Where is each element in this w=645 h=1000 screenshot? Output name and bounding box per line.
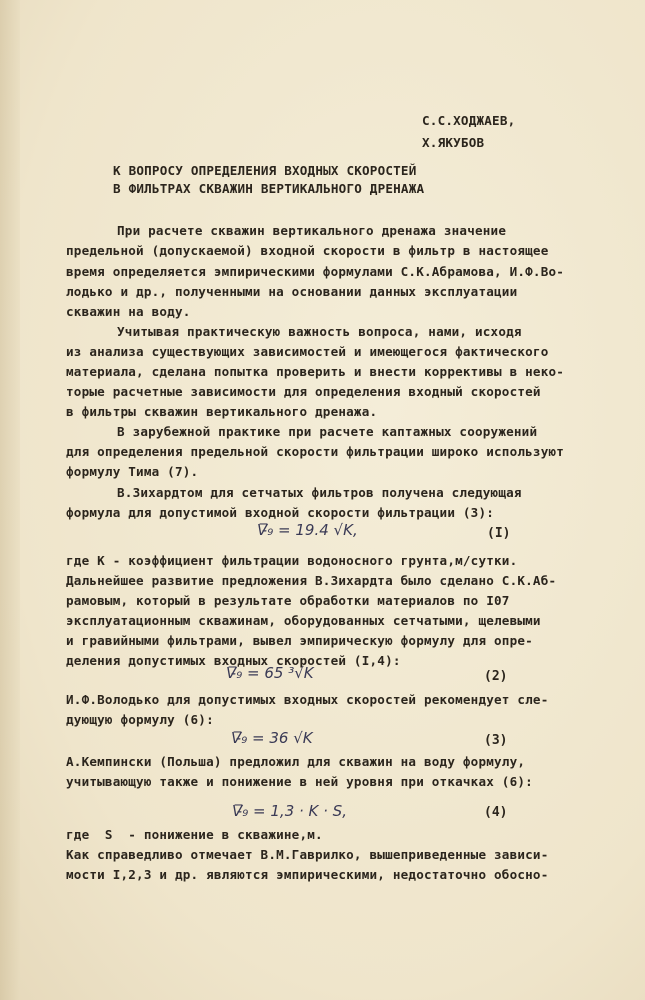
- text-line: Как справедливо отмечает В.М.Гаврилко, вышеприведенные зависи-: [66, 847, 549, 862]
- text-line: В.Зихардтом для сетчатых фильтров получена следующая: [117, 485, 522, 500]
- text-line: скважин на воду.: [66, 304, 191, 319]
- text-line: деления допустимых входных скоростей (I,4):: [66, 653, 401, 668]
- formula-2-number: (2): [484, 669, 508, 684]
- formula-3: V̵̅₉ = 36 √K: [231, 729, 313, 747]
- formula-2: V̵̅₉ = 65 ³√K: [226, 664, 314, 682]
- formula-1: V̵̅₉ = 19.4 √K,: [257, 521, 358, 539]
- text-line: учитывающую также и понижение в ней уровня при откачках (6):: [66, 774, 533, 789]
- title-line-1: К ВОПРОСУ ОПРЕДЕЛЕНИЯ ВХОДНЫХ СКОРОСТЕЙ: [113, 163, 417, 178]
- text-line: Учитывая практическую важность вопроса, нами, исходя: [117, 324, 522, 339]
- formula-4: V̵̅₉ = 1,3 · K · S,: [232, 802, 347, 820]
- formula-1-number: (I): [487, 526, 511, 541]
- text-line: лодько и др., полученными на основании данных эксплуатации: [66, 284, 518, 299]
- text-line: где S - понижение в скважине,м.: [66, 827, 323, 842]
- text-line: материала, сделана попытка проверить и внести коррективы в неко-: [66, 364, 565, 379]
- title-line-2: В ФИЛЬТРАХ СКВАЖИН ВЕРТИКАЛЬНОГО ДРЕНАЖА: [113, 181, 425, 196]
- author-2: Х.ЯКУБОВ: [422, 135, 485, 150]
- text-line: рамовым, который в результате обработки материалов по I07: [66, 593, 510, 608]
- text-line: где К - коэффициент фильтрации водоносного грунта,м/сутки.: [66, 553, 518, 568]
- text-line: в фильтры скважин вертикального дренажа.: [66, 404, 378, 419]
- text-line: из анализа существующих зависимостей и имеющегося фактического: [66, 344, 549, 359]
- text-line: В зарубежной практике при расчете каптажных сооружений: [117, 424, 538, 439]
- text-line: формула для допустимой входной скорости фильтрации (3):: [66, 505, 495, 520]
- formula-4-number: (4): [484, 805, 508, 820]
- text-line: формулу Тима (7).: [66, 464, 199, 479]
- author-1: С.С.ХОДЖАЕВ,: [422, 113, 516, 128]
- text-line: Дальнейшее развитие предложения В.Зихардта было сделано С.К.Аб-: [66, 573, 557, 588]
- text-line: и гравийными фильтрами, вывел эмпирическую формулу для опре-: [66, 633, 533, 648]
- text-line: При расчете скважин вертикального дренажа значение: [117, 223, 507, 238]
- text-line: торые расчетные зависимости для определения входный скоростей: [66, 384, 541, 399]
- text-line: предельной (допускаемой) входной скорости в фильтр в настоящее: [66, 243, 549, 258]
- text-line: мости I,2,3 и др. являются эмпирическими, недостаточно обосно-: [66, 867, 549, 882]
- page-edge-shadow: [0, 0, 20, 1000]
- text-line: для определения предельной скорости фильтрации широко используют: [66, 444, 565, 459]
- text-line: А.Кемпински (Польша) предложил для скважин на воду формулу,: [66, 754, 526, 769]
- text-line: дующую формулу (6):: [66, 712, 214, 727]
- text-line: время определяется эмпирическими формулами С.К.Абрамова, И.Ф.Во-: [66, 264, 565, 279]
- formula-3-number: (3): [484, 733, 508, 748]
- text-line: эксплуатационным скважинам, оборудованных сетчатыми, щелевыми: [66, 613, 541, 628]
- text-line: И.Ф.Володько для допустимых входных скоростей рекомендует сле-: [66, 692, 549, 707]
